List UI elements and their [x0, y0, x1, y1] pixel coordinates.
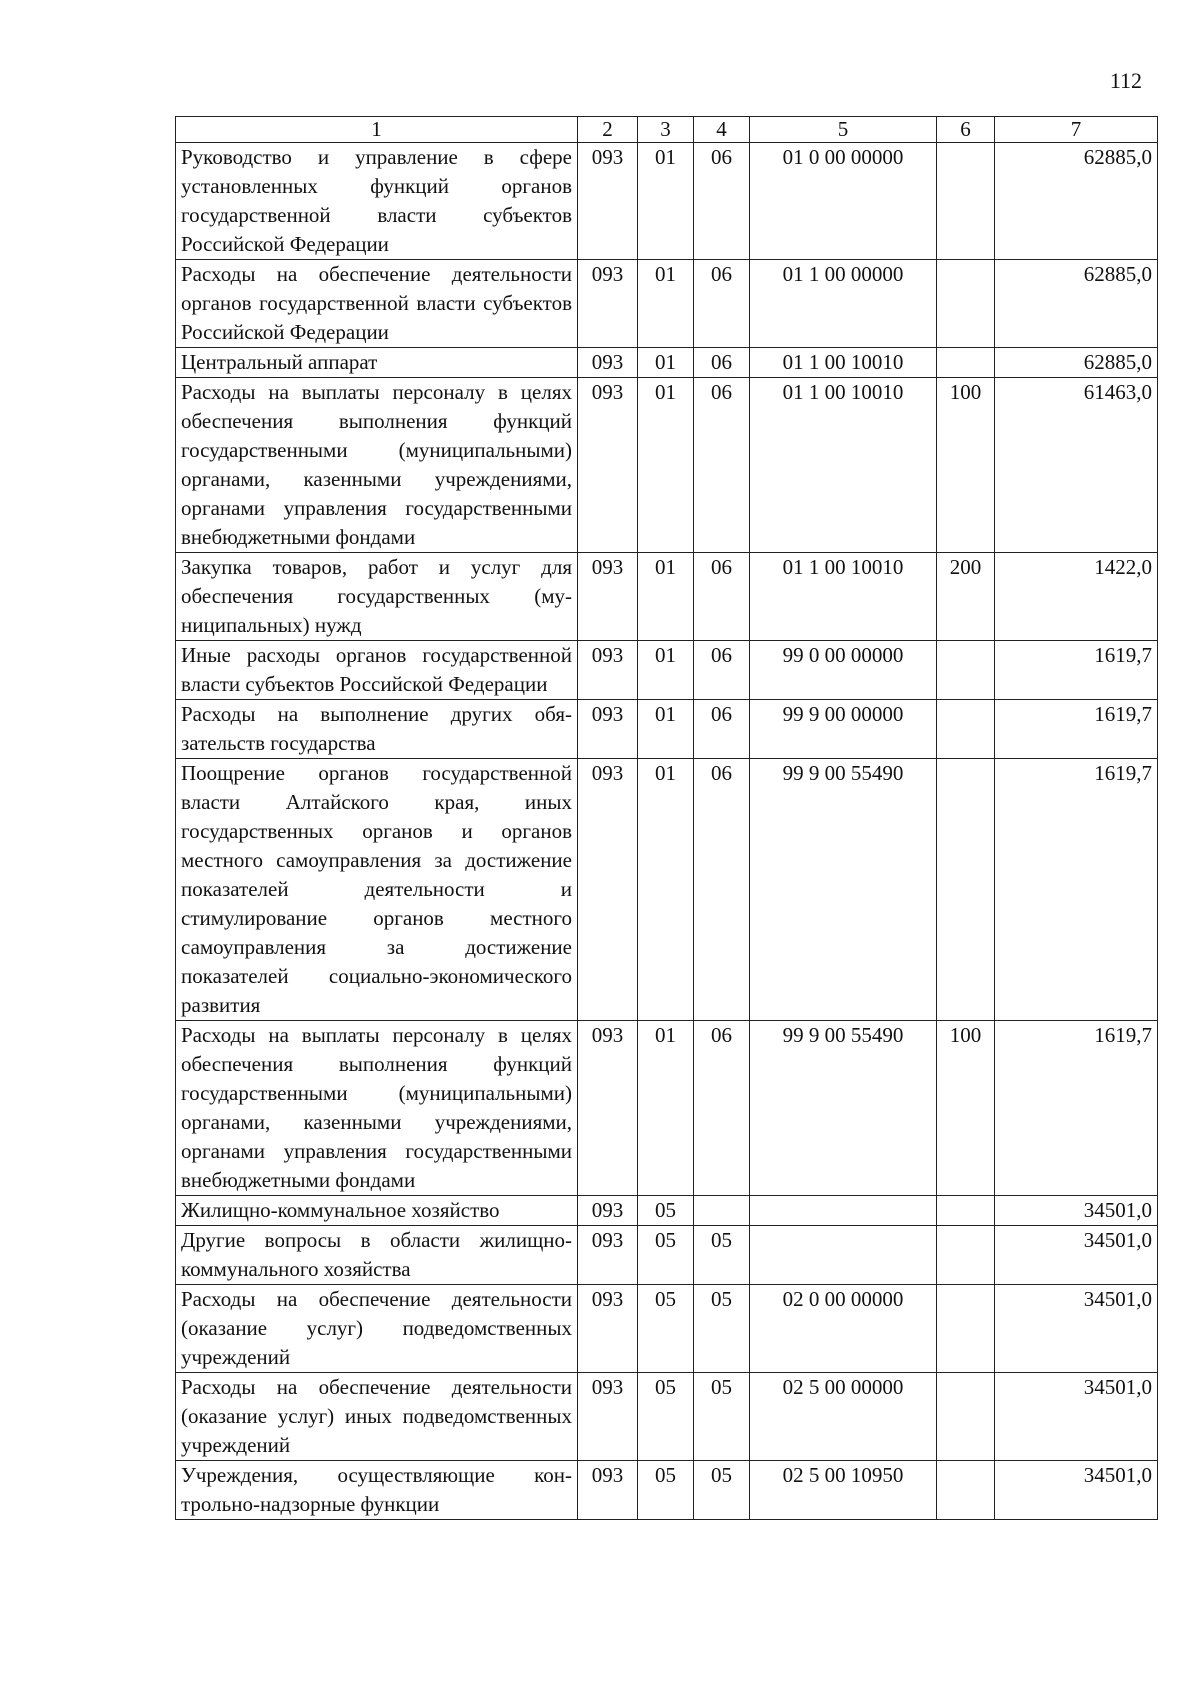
code-cell: 01 1 00 10010 — [750, 553, 937, 641]
table-row — [176, 700, 1158, 759]
code-cell: 99 9 00 00000 — [750, 700, 937, 759]
code-cell: 05 — [694, 1461, 750, 1520]
table-row — [176, 143, 1158, 260]
sum-cell: 34501,0 — [995, 1226, 1158, 1285]
row-name-cell: Жилищно-коммунальное хозяйство — [176, 1196, 578, 1226]
code-cell: 093 — [578, 1285, 638, 1373]
code-cell: 093 — [578, 348, 638, 378]
sum-cell: 1619,7 — [995, 759, 1158, 1021]
row-name-cell: Расходы на выплаты персоналу в целях обеспечения выполнения функций государственными (муниципальными) органами, казенными учреждениями, органами управления государственными внебюджетными фондами — [176, 378, 578, 553]
code-cell: 01 — [638, 378, 694, 553]
column-header: 6 — [937, 117, 995, 143]
code-cell: 02 5 00 10950 — [750, 1461, 937, 1520]
code-cell: 99 9 00 55490 — [750, 759, 937, 1021]
code-cell: 01 0 00 00000 — [750, 143, 937, 260]
code-cell: 093 — [578, 1021, 638, 1196]
code-cell: 093 — [578, 1373, 638, 1461]
row-name-cell: Иные расходы органов государственной власти субъектов Российской Федерации — [176, 641, 578, 700]
table-row — [176, 260, 1158, 348]
code-cell: 05 — [694, 1226, 750, 1285]
code-cell: 01 — [638, 1021, 694, 1196]
budget-table — [175, 116, 1158, 1520]
sum-cell: 62885,0 — [995, 143, 1158, 260]
table-row — [176, 641, 1158, 700]
row-name-cell: Учреждения, осуществляющие контрольно-надзорные функции — [176, 1461, 578, 1520]
column-header: 3 — [638, 117, 694, 143]
row-name-cell: Закупка товаров, работ и услуг для обеспечения государственных (муниципальных) нужд — [176, 553, 578, 641]
code-cell: 06 — [694, 1021, 750, 1196]
row-name-cell: Другие вопросы в области жилищно-коммунального хозяйства — [176, 1226, 578, 1285]
code-cell: 01 — [638, 260, 694, 348]
code-cell — [937, 1373, 995, 1461]
code-cell: 99 0 00 00000 — [750, 641, 937, 700]
sum-cell: 61463,0 — [995, 378, 1158, 553]
code-cell: 06 — [694, 641, 750, 700]
sum-cell: 1422,0 — [995, 553, 1158, 641]
code-cell: 05 — [638, 1461, 694, 1520]
code-cell: 100 — [937, 378, 995, 553]
code-cell: 99 9 00 55490 — [750, 1021, 937, 1196]
code-cell: 01 — [638, 348, 694, 378]
sum-cell: 1619,7 — [995, 641, 1158, 700]
code-cell — [937, 143, 995, 260]
code-cell: 01 — [638, 759, 694, 1021]
table-row — [176, 1373, 1158, 1461]
code-cell: 200 — [937, 553, 995, 641]
code-cell: 06 — [694, 260, 750, 348]
code-cell: 01 — [638, 553, 694, 641]
code-cell: 05 — [638, 1196, 694, 1226]
code-cell: 093 — [578, 378, 638, 553]
table-row — [176, 1285, 1158, 1373]
code-cell: 01 1 00 10010 — [750, 378, 937, 553]
row-name-cell: Расходы на обеспечение деятельности (оказание услуг) иных подведомственных учреждений — [176, 1373, 578, 1461]
code-cell: 01 — [638, 641, 694, 700]
code-cell: 093 — [578, 553, 638, 641]
code-cell: 05 — [638, 1226, 694, 1285]
code-cell: 01 1 00 00000 — [750, 260, 937, 348]
table-row — [176, 553, 1158, 641]
column-header: 5 — [750, 117, 937, 143]
code-cell: 06 — [694, 700, 750, 759]
code-cell: 100 — [937, 1021, 995, 1196]
sum-cell: 34501,0 — [995, 1461, 1158, 1520]
row-name-cell: Центральный аппарат — [176, 348, 578, 378]
code-cell: 05 — [638, 1373, 694, 1461]
code-cell — [694, 1196, 750, 1226]
column-header: 2 — [578, 117, 638, 143]
table-row — [176, 1226, 1158, 1285]
page-number: 112 — [1109, 68, 1142, 93]
table-row — [176, 378, 1158, 553]
code-cell — [937, 1285, 995, 1373]
row-name-cell: Поощрение органов государственной власти Алтайского края, иных государственных органов и органов местного самоуправления за достижение показателей деятельности и стимулирование органов местного самоуправления за достижение показателей социально-экономического развития — [176, 759, 578, 1021]
row-name-cell: Руководство и управление в сфере установленных функций органов государственной власти субъектов Российской Федерации — [176, 143, 578, 260]
code-cell — [937, 641, 995, 700]
code-cell: 093 — [578, 1226, 638, 1285]
code-cell: 05 — [694, 1373, 750, 1461]
column-header: 4 — [694, 117, 750, 143]
sum-cell: 62885,0 — [995, 260, 1158, 348]
sum-cell: 34501,0 — [995, 1196, 1158, 1226]
table-row — [176, 1021, 1158, 1196]
row-name-cell: Расходы на выполнение других обязательств государства — [176, 700, 578, 759]
code-cell — [750, 1226, 937, 1285]
code-cell: 06 — [694, 378, 750, 553]
row-name-cell: Расходы на обеспечение деятельности органов государственной власти субъектов Российской Федерации — [176, 260, 578, 348]
table-row — [176, 759, 1158, 1021]
code-cell: 01 — [638, 143, 694, 260]
code-cell: 05 — [694, 1285, 750, 1373]
code-cell: 06 — [694, 348, 750, 378]
code-cell: 06 — [694, 759, 750, 1021]
table-header-row — [176, 117, 1158, 143]
code-cell — [937, 1226, 995, 1285]
code-cell — [750, 1196, 937, 1226]
sum-cell: 1619,7 — [995, 1021, 1158, 1196]
table-body — [176, 143, 1158, 1520]
code-cell: 06 — [694, 553, 750, 641]
sum-cell: 34501,0 — [995, 1285, 1158, 1373]
code-cell: 06 — [694, 143, 750, 260]
code-cell: 093 — [578, 1196, 638, 1226]
code-cell: 093 — [578, 260, 638, 348]
code-cell: 05 — [638, 1285, 694, 1373]
column-header: 1 — [176, 117, 578, 143]
code-cell: 01 1 00 10010 — [750, 348, 937, 378]
row-name-cell: Расходы на выплаты персоналу в целях обеспечения выполнения функций государственными (муниципальными) органами, казенными учреждениями, органами управления государственными внебюджетными фондами — [176, 1021, 578, 1196]
table-row — [176, 348, 1158, 378]
code-cell — [937, 700, 995, 759]
sum-cell: 1619,7 — [995, 700, 1158, 759]
code-cell: 02 5 00 00000 — [750, 1373, 937, 1461]
table-row — [176, 1196, 1158, 1226]
code-cell: 093 — [578, 759, 638, 1021]
code-cell: 02 0 00 00000 — [750, 1285, 937, 1373]
code-cell — [937, 759, 995, 1021]
code-cell: 093 — [578, 641, 638, 700]
code-cell — [937, 348, 995, 378]
code-cell — [937, 260, 995, 348]
code-cell: 093 — [578, 143, 638, 260]
sum-cell: 62885,0 — [995, 348, 1158, 378]
sum-cell: 34501,0 — [995, 1373, 1158, 1461]
table-row — [176, 1461, 1158, 1520]
code-cell — [937, 1196, 995, 1226]
code-cell: 01 — [638, 700, 694, 759]
column-header: 7 — [995, 117, 1158, 143]
code-cell: 093 — [578, 700, 638, 759]
code-cell — [937, 1461, 995, 1520]
row-name-cell: Расходы на обеспечение деятельности (оказание услуг) подведомственных учреждений — [176, 1285, 578, 1373]
code-cell: 093 — [578, 1461, 638, 1520]
